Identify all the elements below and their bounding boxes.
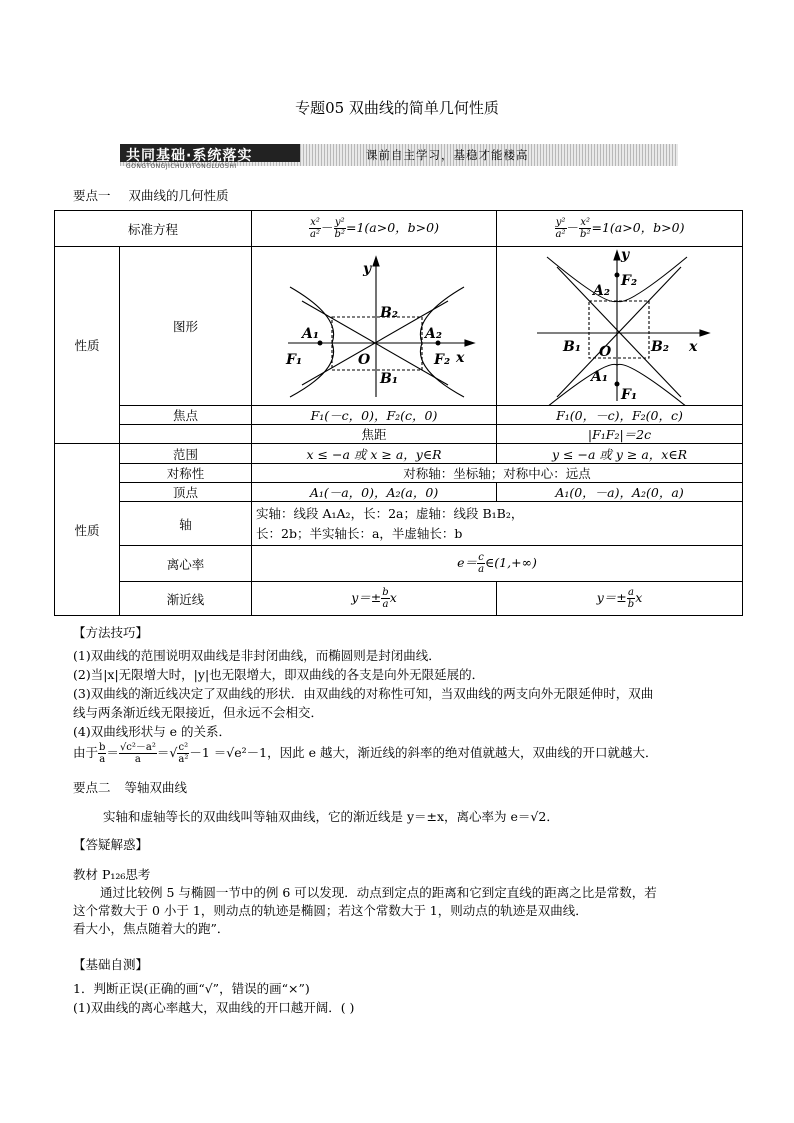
banner-main-text: 共同基础·系统落实 <box>126 148 253 164</box>
symmetry-value: 对称轴：坐标轴；对称中心：远点 <box>252 464 743 483</box>
vertex-label: 顶点 <box>120 483 252 502</box>
row-eccentricity <box>55 546 743 582</box>
selftest-heading: 【基础自测】 <box>73 957 149 972</box>
g2-A2-label: A₂ <box>593 283 611 299</box>
focal-value: |F₁F₂|＝2c <box>497 425 743 444</box>
section-banner <box>120 144 678 172</box>
g2-x-label: x <box>689 339 698 355</box>
property-label-2: 性质 <box>55 444 120 616</box>
g2-B2-label: B₂ <box>651 339 669 355</box>
section1-heading <box>73 186 229 204</box>
row-range <box>55 444 743 464</box>
g1-B2-label: B₂ <box>380 305 398 321</box>
answer-line-2: 这个常数大于 0 小于 1，则动点的轨迹是椭圆；若这个常数大于 1，则动点的轨迹是双曲线． <box>73 903 588 918</box>
row-symmetry <box>55 464 743 483</box>
g2-A1-label: A₁ <box>591 369 609 385</box>
method-line-2: (2)当|x|无限增大时，|y|也无限增大，即双曲线的各支是向外无限延展的． <box>73 667 485 682</box>
g1-A2-label: A₂ <box>425 326 443 342</box>
selftest-q1-1: (1)双曲线的离心率越大，双曲线的开口越开阔．( ) <box>73 1000 355 1015</box>
g1-origin-label: O <box>358 352 371 368</box>
row-axis <box>55 502 743 546</box>
row-graph <box>55 247 743 406</box>
property-label-1: 性质 <box>55 247 120 444</box>
ecc-value: e＝ $\frac{c}{a}$ ∈(1,+∞) <box>252 546 743 582</box>
range-label: 范围 <box>120 444 252 464</box>
section2-heading <box>73 779 187 796</box>
answer-heading: 【答疑解惑】 <box>73 837 149 852</box>
graph-vertical-cell <box>497 247 743 406</box>
method-line-4: (4)双曲线形状与 e 的关系． <box>73 724 232 739</box>
section2-title: 等轴双曲线 <box>124 780 188 795</box>
g1-F1-label: F₁ <box>286 352 303 368</box>
selftest-q1: 1．判断正误(正确的画“√”，错误的画“×”) <box>73 981 310 996</box>
row-vertex <box>55 483 743 502</box>
axis-value <box>252 502 743 546</box>
method-line-3b: 线与两条渐近线无限接近，但永远不会相交． <box>73 705 324 720</box>
page-title: 专题05 双曲线的简单几何性质 <box>295 99 499 117</box>
std-eq-label: 标准方程 <box>55 211 252 247</box>
answer-line-3: 看大小，焦点随着大的跑”． <box>73 921 230 936</box>
eq-vertical: $\frac{\text{y²}}{\text{a²}}$ － $\frac{\text{x²}}{\text{b²}}$ =1(a>0，b>0) <box>497 211 743 247</box>
range-horizontal: x ≤ −a 或 x ≥ a，y∈R <box>252 444 497 464</box>
graph-label: 图形 <box>120 247 252 406</box>
axis-label: 轴 <box>120 502 252 546</box>
properties-table <box>54 210 743 616</box>
section1-title: 双曲线的几何性质 <box>128 188 229 203</box>
section2-label: 要点二 <box>73 780 111 795</box>
g1-F2-label: F₂ <box>434 352 451 368</box>
banner-subtitle: 课前自主学习，基稳才能楼高 <box>366 148 529 162</box>
answer-ref: 教材 P₁₂₆思考 <box>73 867 151 882</box>
method-line-5: 由于 $\frac{b}{a}$ ＝ $\frac{\text{√c²－a²}}{a}$ ＝√ $\frac{\text{c²}}{\text{a²}}$ －1 ＝√e²－1，因此 e 越大，渐近线的斜率的绝对值就越大，双曲线的开口就越大． <box>73 742 658 765</box>
vertex-horizontal: A₁(－a，0)，A₂(a，0) <box>252 483 497 502</box>
g1-y-label: y <box>363 261 372 277</box>
asym-horizontal: y＝± $\frac{b}{a}$ x <box>252 582 497 616</box>
axis-line-2: 长：2b；半实轴长：a，半虚轴长：b <box>256 525 463 541</box>
answer-line-1: 通过比较例 5 与椭圆一节中的例 6 可以发现．动点到定点的距离和它到定直线的距离之比是常数，若 <box>100 885 657 900</box>
graph-vertical-hyperbola <box>497 247 743 405</box>
method-line-3a: (3)双曲线的渐近线决定了双曲线的形状．由双曲线的对称性可知，当双曲线的两支向外无限延伸时，双曲 <box>73 686 654 701</box>
focus-horizontal: F₁(－c，0)，F₂(c，0) <box>252 406 497 425</box>
g2-F1-label: F₁ <box>621 387 638 403</box>
row-focus <box>55 406 743 425</box>
g2-B1-label: B₁ <box>563 339 581 355</box>
g1-A1-label: A₁ <box>302 326 320 342</box>
asym-vertical: y＝± $\frac{a}{b}$ x <box>497 582 743 616</box>
row-focal-distance <box>55 425 743 444</box>
row-standard-equation <box>55 211 743 247</box>
row-asymptote <box>55 582 743 616</box>
focus-vertical: F₁(0，－c)，F₂(0，c) <box>497 406 743 425</box>
g2-origin-label: O <box>599 344 612 360</box>
g1-B1-label: B₁ <box>380 371 398 387</box>
focal-label: 焦距 <box>252 425 497 444</box>
method-heading: 【方法技巧】 <box>73 625 149 640</box>
method-line-1: (1)双曲线的范围说明双曲线是非封闭曲线，而椭圆则是封闭曲线． <box>73 648 441 663</box>
banner-pinyin: GONGTONGJICHUXITONGLUOSHI <box>126 163 237 170</box>
section1-label: 要点一 <box>73 188 111 203</box>
eq-horizontal: $\frac{\text{x²}}{\text{a²}}$ － $\frac{\text{y²}}{\text{b²}}$ =1(a>0，b>0) <box>252 211 497 247</box>
axis-line-1: 实轴：线段 A₁A₂，长：2a；虚轴：线段 B₁B₂， <box>256 505 524 521</box>
vertex-vertical: A₁(0，－a)，A₂(0，a) <box>497 483 743 502</box>
symmetry-label: 对称性 <box>120 464 252 483</box>
focus-label: 焦点 <box>120 406 252 425</box>
range-vertical: y ≤ −a 或 y ≥ a，x∈R <box>497 444 743 464</box>
g2-F2-label: F₂ <box>621 273 638 289</box>
ecc-label: 离心率 <box>120 546 252 582</box>
asym-label: 渐近线 <box>120 582 252 616</box>
graph-horizontal-hyperbola <box>252 247 497 405</box>
g2-y-label: y <box>621 247 630 263</box>
section2-text: 实轴和虚轴等长的双曲线叫等轴双曲线，它的渐近线是 y＝±x，离心率为 e＝√2． <box>103 809 559 824</box>
g1-x-label: x <box>456 350 465 366</box>
graph-horizontal-cell <box>252 247 497 406</box>
